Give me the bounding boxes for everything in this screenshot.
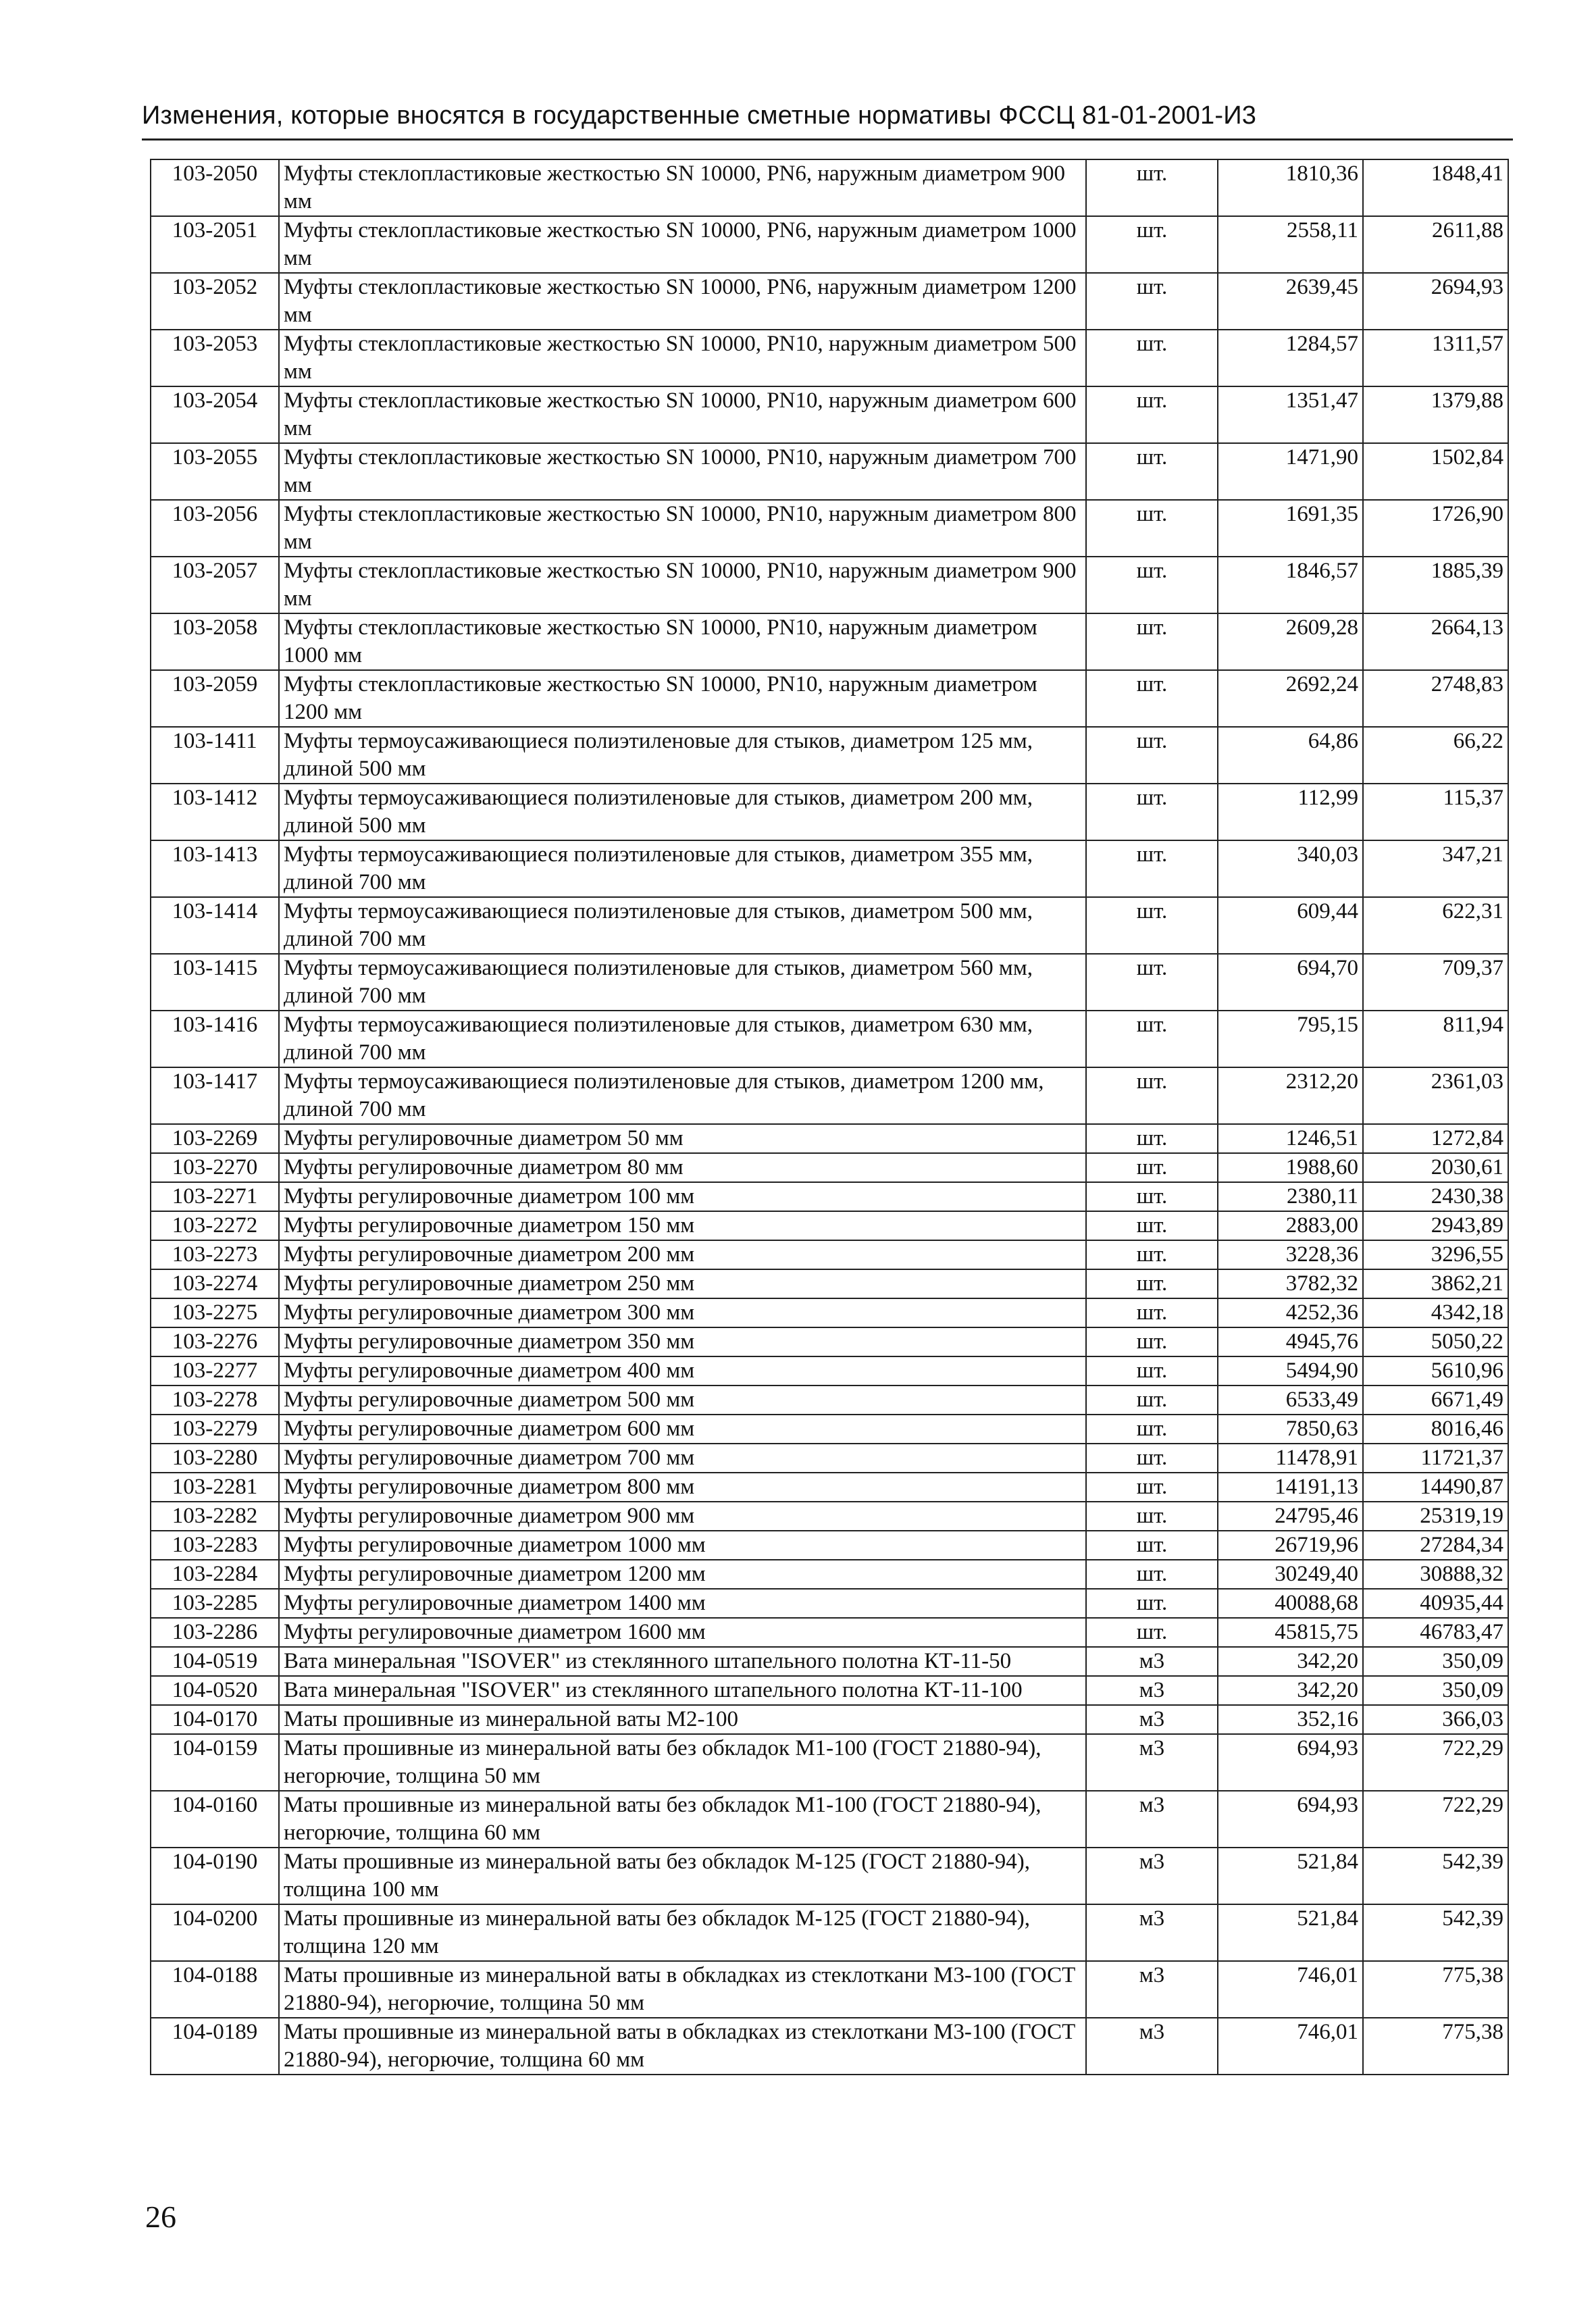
price-1-cell: 11478,91	[1218, 1444, 1363, 1473]
item-code-cell: 103-2275	[151, 1298, 279, 1327]
price-1-cell: 694,70	[1218, 954, 1363, 1011]
price-1-cell: 342,20	[1218, 1647, 1363, 1676]
item-code-cell: 103-1413	[151, 840, 279, 897]
price-2-cell: 1311,57	[1363, 330, 1508, 386]
price-2-cell: 2361,03	[1363, 1067, 1508, 1124]
price-2-cell: 8016,46	[1363, 1415, 1508, 1444]
price-2-cell: 30888,32	[1363, 1560, 1508, 1589]
price-1-cell: 4945,76	[1218, 1327, 1363, 1356]
table-row	[151, 670, 1508, 727]
item-name-cell: Муфты регулировочные диаметром 50 мм	[279, 1124, 1086, 1153]
table-row	[151, 1589, 1508, 1618]
table-row	[151, 273, 1508, 330]
item-name-cell: Муфты регулировочные диаметром 1200 мм	[279, 1560, 1086, 1589]
price-2-cell: 347,21	[1363, 840, 1508, 897]
item-name-cell: Муфты регулировочные диаметром 600 мм	[279, 1415, 1086, 1444]
item-name-cell: Муфты регулировочные диаметром 200 мм	[279, 1240, 1086, 1269]
item-code-cell: 103-2269	[151, 1124, 279, 1153]
table-row	[151, 1473, 1508, 1502]
item-code-cell: 103-2271	[151, 1182, 279, 1211]
item-code-cell: 103-2270	[151, 1153, 279, 1182]
item-name-cell: Вата минеральная "ISOVER" из стеклянного штапельного полотна КТ-11-50	[279, 1647, 1086, 1676]
table-row	[151, 1791, 1508, 1848]
price-2-cell: 40935,44	[1363, 1589, 1508, 1618]
price-1-cell: 609,44	[1218, 897, 1363, 954]
price-2-cell: 709,37	[1363, 954, 1508, 1011]
item-name-cell: Муфты регулировочные диаметром 700 мм	[279, 1444, 1086, 1473]
price-2-cell: 2943,89	[1363, 1211, 1508, 1240]
item-name-cell: Муфты регулировочные диаметром 150 мм	[279, 1211, 1086, 1240]
unit-cell: шт.	[1086, 1531, 1218, 1560]
price-1-cell: 40088,68	[1218, 1589, 1363, 1618]
item-code-cell: 103-2274	[151, 1269, 279, 1298]
price-2-cell: 622,31	[1363, 897, 1508, 954]
table-row	[151, 159, 1508, 216]
item-code-cell: 103-2278	[151, 1386, 279, 1415]
table-row	[151, 1182, 1508, 1211]
item-name-cell: Муфты регулировочные диаметром 1000 мм	[279, 1531, 1086, 1560]
item-code-cell: 103-2286	[151, 1618, 279, 1647]
table-row	[151, 1067, 1508, 1124]
table-row	[151, 1269, 1508, 1298]
unit-cell: шт.	[1086, 670, 1218, 727]
price-1-cell: 14191,13	[1218, 1473, 1363, 1502]
unit-cell: м3	[1086, 1734, 1218, 1791]
unit-cell: шт.	[1086, 1473, 1218, 1502]
unit-cell: шт.	[1086, 1356, 1218, 1386]
table-row	[151, 1211, 1508, 1240]
table-row	[151, 500, 1508, 557]
table-row	[151, 1676, 1508, 1705]
price-1-cell: 2692,24	[1218, 670, 1363, 727]
item-code-cell: 103-1411	[151, 727, 279, 784]
unit-cell: шт.	[1086, 954, 1218, 1011]
unit-cell: шт.	[1086, 1589, 1218, 1618]
unit-cell: шт.	[1086, 443, 1218, 500]
unit-cell: шт.	[1086, 557, 1218, 613]
unit-cell: шт.	[1086, 1444, 1218, 1473]
table-row	[151, 954, 1508, 1011]
item-code-cell: 103-2055	[151, 443, 279, 500]
item-code-cell: 103-1417	[151, 1067, 279, 1124]
price-2-cell: 1885,39	[1363, 557, 1508, 613]
price-2-cell: 3296,55	[1363, 1240, 1508, 1269]
price-1-cell: 795,15	[1218, 1011, 1363, 1067]
unit-cell: шт.	[1086, 159, 1218, 216]
unit-cell: м3	[1086, 1647, 1218, 1676]
price-2-cell: 1726,90	[1363, 500, 1508, 557]
item-name-cell: Муфты стеклопластиковые жесткостью SN 10000, PN10, наружным диаметром 900 мм	[279, 557, 1086, 613]
price-1-cell: 4252,36	[1218, 1298, 1363, 1327]
table-row	[151, 1647, 1508, 1676]
page-number: 26	[145, 2200, 176, 2234]
item-code-cell: 103-2057	[151, 557, 279, 613]
price-2-cell: 366,03	[1363, 1705, 1508, 1734]
price-2-cell: 1272,84	[1363, 1124, 1508, 1153]
table-row	[151, 784, 1508, 840]
table-row	[151, 613, 1508, 670]
price-1-cell: 1351,47	[1218, 386, 1363, 443]
item-code-cell: 104-0189	[151, 2018, 279, 2075]
table-row	[151, 897, 1508, 954]
unit-cell: шт.	[1086, 1298, 1218, 1327]
item-code-cell: 103-2281	[151, 1473, 279, 1502]
item-name-cell: Муфты термоусаживающиеся полиэтиленовые для стыков, диаметром 125 мм, длиной 500 мм	[279, 727, 1086, 784]
item-code-cell: 103-2282	[151, 1502, 279, 1531]
item-code-cell: 104-0520	[151, 1676, 279, 1705]
price-1-cell: 521,84	[1218, 1848, 1363, 1904]
item-code-cell: 103-2285	[151, 1589, 279, 1618]
unit-cell: шт.	[1086, 727, 1218, 784]
item-name-cell: Маты прошивные из минеральной ваты в обкладках из стеклоткани М3-100 (ГОСТ 21880-94), негорючие, толщина 60 мм	[279, 2018, 1086, 2075]
unit-cell: шт.	[1086, 1240, 1218, 1269]
unit-cell: шт.	[1086, 1153, 1218, 1182]
item-name-cell: Муфты стеклопластиковые жесткостью SN 10000, PN10, наружным диаметром 800 мм	[279, 500, 1086, 557]
item-name-cell: Муфты стеклопластиковые жесткостью SN 10000, PN10, наружным диаметром 1200 мм	[279, 670, 1086, 727]
item-code-cell: 103-2276	[151, 1327, 279, 1356]
unit-cell: шт.	[1086, 613, 1218, 670]
item-code-cell: 104-0190	[151, 1848, 279, 1904]
item-code-cell: 103-1414	[151, 897, 279, 954]
price-2-cell: 14490,87	[1363, 1473, 1508, 1502]
price-1-cell: 5494,90	[1218, 1356, 1363, 1386]
price-2-cell: 1502,84	[1363, 443, 1508, 500]
price-2-cell: 350,09	[1363, 1676, 1508, 1705]
price-1-cell: 30249,40	[1218, 1560, 1363, 1589]
item-name-cell: Муфты регулировочные диаметром 1400 мм	[279, 1589, 1086, 1618]
price-1-cell: 1988,60	[1218, 1153, 1363, 1182]
item-name-cell: Муфты термоусаживающиеся полиэтиленовые для стыков, диаметром 500 мм, длиной 700 мм	[279, 897, 1086, 954]
item-name-cell: Муфты стеклопластиковые жесткостью SN 10000, PN10, наружным диаметром 500 мм	[279, 330, 1086, 386]
item-name-cell: Муфты термоусаживающиеся полиэтиленовые для стыков, диаметром 1200 мм, длиной 700 мм	[279, 1067, 1086, 1124]
unit-cell: шт.	[1086, 1618, 1218, 1647]
price-1-cell: 352,16	[1218, 1705, 1363, 1734]
item-code-cell: 103-1415	[151, 954, 279, 1011]
item-name-cell: Маты прошивные из минеральной ваты без обкладок М1-100 (ГОСТ 21880-94), негорючие, толщина 50 мм	[279, 1734, 1086, 1791]
price-1-cell: 3782,32	[1218, 1269, 1363, 1298]
item-name-cell: Муфты термоусаживающиеся полиэтиленовые для стыков, диаметром 355 мм, длиной 700 мм	[279, 840, 1086, 897]
price-1-cell: 694,93	[1218, 1734, 1363, 1791]
unit-cell: шт.	[1086, 1124, 1218, 1153]
price-1-cell: 7850,63	[1218, 1415, 1363, 1444]
price-2-cell: 5050,22	[1363, 1327, 1508, 1356]
price-2-cell: 115,37	[1363, 784, 1508, 840]
item-name-cell: Маты прошивные из минеральной ваты без обкладок М1-100 (ГОСТ 21880-94), негорючие, толщина 60 мм	[279, 1791, 1086, 1848]
price-2-cell: 5610,96	[1363, 1356, 1508, 1386]
unit-cell: шт.	[1086, 1269, 1218, 1298]
table-row	[151, 1734, 1508, 1791]
unit-cell: шт.	[1086, 216, 1218, 273]
unit-cell: м3	[1086, 1705, 1218, 1734]
item-code-cell: 104-0200	[151, 1904, 279, 1961]
price-1-cell: 2639,45	[1218, 273, 1363, 330]
unit-cell: шт.	[1086, 1211, 1218, 1240]
table-row	[151, 1011, 1508, 1067]
unit-cell: шт.	[1086, 1011, 1218, 1067]
item-name-cell: Муфты регулировочные диаметром 400 мм	[279, 1356, 1086, 1386]
item-code-cell: 103-2279	[151, 1415, 279, 1444]
price-2-cell: 2664,13	[1363, 613, 1508, 670]
item-code-cell: 103-2280	[151, 1444, 279, 1473]
item-name-cell: Муфты регулировочные диаметром 350 мм	[279, 1327, 1086, 1356]
price-2-cell: 2694,93	[1363, 273, 1508, 330]
price-1-cell: 2883,00	[1218, 1211, 1363, 1240]
unit-cell: шт.	[1086, 500, 1218, 557]
item-name-cell: Муфты термоусаживающиеся полиэтиленовые для стыков, диаметром 630 мм, длиной 700 мм	[279, 1011, 1086, 1067]
unit-cell: шт.	[1086, 1502, 1218, 1531]
item-code-cell: 104-0519	[151, 1647, 279, 1676]
unit-cell: м3	[1086, 1791, 1218, 1848]
price-1-cell: 342,20	[1218, 1676, 1363, 1705]
item-code-cell: 103-2059	[151, 670, 279, 727]
table-row	[151, 840, 1508, 897]
price-2-cell: 811,94	[1363, 1011, 1508, 1067]
item-code-cell: 104-0159	[151, 1734, 279, 1791]
table-row	[151, 1848, 1508, 1904]
price-1-cell: 1246,51	[1218, 1124, 1363, 1153]
item-code-cell: 103-2058	[151, 613, 279, 670]
table-row	[151, 330, 1508, 386]
price-1-cell: 45815,75	[1218, 1618, 1363, 1647]
price-2-cell: 542,39	[1363, 1904, 1508, 1961]
table-row	[151, 1298, 1508, 1327]
price-1-cell: 112,99	[1218, 784, 1363, 840]
price-table-body	[151, 159, 1508, 2075]
price-1-cell: 2558,11	[1218, 216, 1363, 273]
price-2-cell: 1379,88	[1363, 386, 1508, 443]
price-1-cell: 6533,49	[1218, 1386, 1363, 1415]
item-code-cell: 103-2051	[151, 216, 279, 273]
item-code-cell: 103-2284	[151, 1560, 279, 1589]
item-code-cell: 103-2052	[151, 273, 279, 330]
unit-cell: шт.	[1086, 1386, 1218, 1415]
unit-cell: шт.	[1086, 1182, 1218, 1211]
table-row	[151, 727, 1508, 784]
price-1-cell: 2609,28	[1218, 613, 1363, 670]
item-name-cell: Муфты регулировочные диаметром 300 мм	[279, 1298, 1086, 1327]
price-2-cell: 2430,38	[1363, 1182, 1508, 1211]
item-name-cell: Муфты регулировочные диаметром 250 мм	[279, 1269, 1086, 1298]
item-code-cell: 103-2054	[151, 386, 279, 443]
item-name-cell: Муфты стеклопластиковые жесткостью SN 10000, PN6, наружным диаметром 900 мм	[279, 159, 1086, 216]
price-1-cell: 26719,96	[1218, 1531, 1363, 1560]
item-code-cell: 103-2056	[151, 500, 279, 557]
unit-cell: шт.	[1086, 1560, 1218, 1589]
table-row	[151, 1240, 1508, 1269]
item-code-cell: 103-2272	[151, 1211, 279, 1240]
header-divider	[142, 138, 1513, 141]
item-code-cell: 103-2283	[151, 1531, 279, 1560]
price-1-cell: 1846,57	[1218, 557, 1363, 613]
price-1-cell: 24795,46	[1218, 1502, 1363, 1531]
price-2-cell: 3862,21	[1363, 1269, 1508, 1298]
price-1-cell: 64,86	[1218, 727, 1363, 784]
price-table	[150, 159, 1509, 2075]
table-row	[151, 1356, 1508, 1386]
price-2-cell: 46783,47	[1363, 1618, 1508, 1647]
price-2-cell: 2030,61	[1363, 1153, 1508, 1182]
item-name-cell: Вата минеральная "ISOVER" из стеклянного штапельного полотна КТ-11-100	[279, 1676, 1086, 1705]
unit-cell: шт.	[1086, 897, 1218, 954]
price-1-cell: 694,93	[1218, 1791, 1363, 1848]
item-name-cell: Муфты регулировочные диаметром 100 мм	[279, 1182, 1086, 1211]
price-2-cell: 542,39	[1363, 1848, 1508, 1904]
item-name-cell: Муфты стеклопластиковые жесткостью SN 10000, PN10, наружным диаметром 1000 мм	[279, 613, 1086, 670]
table-row	[151, 1444, 1508, 1473]
table-row	[151, 557, 1508, 613]
table-row	[151, 1502, 1508, 1531]
item-code-cell: 104-0188	[151, 1961, 279, 2018]
price-2-cell: 25319,19	[1363, 1502, 1508, 1531]
unit-cell: м3	[1086, 1676, 1218, 1705]
table-row	[151, 1618, 1508, 1647]
price-1-cell: 3228,36	[1218, 1240, 1363, 1269]
item-name-cell: Маты прошивные из минеральной ваты без обкладок М-125 (ГОСТ 21880-94), толщина 100 мм	[279, 1848, 1086, 1904]
price-2-cell: 722,29	[1363, 1734, 1508, 1791]
unit-cell: м3	[1086, 1961, 1218, 2018]
table-row	[151, 1560, 1508, 1589]
item-name-cell: Муфты стеклопластиковые жесткостью SN 10000, PN6, наружным диаметром 1200 мм	[279, 273, 1086, 330]
unit-cell: шт.	[1086, 273, 1218, 330]
item-name-cell: Маты прошивные из минеральной ваты в обкладках из стеклоткани М3-100 (ГОСТ 21880-94), негорючие, толщина 50 мм	[279, 1961, 1086, 2018]
price-2-cell: 350,09	[1363, 1647, 1508, 1676]
item-name-cell: Муфты термоусаживающиеся полиэтиленовые для стыков, диаметром 560 мм, длиной 700 мм	[279, 954, 1086, 1011]
table-row	[151, 1124, 1508, 1153]
unit-cell: шт.	[1086, 1067, 1218, 1124]
item-code-cell: 103-2050	[151, 159, 279, 216]
item-code-cell: 104-0170	[151, 1705, 279, 1734]
table-row	[151, 216, 1508, 273]
price-1-cell: 1691,35	[1218, 500, 1363, 557]
unit-cell: шт.	[1086, 330, 1218, 386]
item-name-cell: Муфты стеклопластиковые жесткостью SN 10000, PN6, наружным диаметром 1000 мм	[279, 216, 1086, 273]
table-row	[151, 1904, 1508, 1961]
price-1-cell: 1471,90	[1218, 443, 1363, 500]
price-1-cell: 1810,36	[1218, 159, 1363, 216]
item-name-cell: Муфты регулировочные диаметром 500 мм	[279, 1386, 1086, 1415]
item-code-cell: 103-1412	[151, 784, 279, 840]
price-1-cell: 1284,57	[1218, 330, 1363, 386]
table-row	[151, 1415, 1508, 1444]
item-name-cell: Муфты термоусаживающиеся полиэтиленовые для стыков, диаметром 200 мм, длиной 500 мм	[279, 784, 1086, 840]
table-row	[151, 1327, 1508, 1356]
price-2-cell: 775,38	[1363, 2018, 1508, 2075]
price-1-cell: 746,01	[1218, 2018, 1363, 2075]
unit-cell: шт.	[1086, 386, 1218, 443]
price-1-cell: 746,01	[1218, 1961, 1363, 2018]
price-2-cell: 1848,41	[1363, 159, 1508, 216]
price-2-cell: 66,22	[1363, 727, 1508, 784]
table-row	[151, 1386, 1508, 1415]
price-1-cell: 521,84	[1218, 1904, 1363, 1961]
item-code-cell: 103-2273	[151, 1240, 279, 1269]
item-name-cell: Муфты регулировочные диаметром 80 мм	[279, 1153, 1086, 1182]
table-row	[151, 1961, 1508, 2018]
item-name-cell: Муфты стеклопластиковые жесткостью SN 10000, PN10, наружным диаметром 700 мм	[279, 443, 1086, 500]
price-1-cell: 2380,11	[1218, 1182, 1363, 1211]
price-2-cell: 2748,83	[1363, 670, 1508, 727]
item-code-cell: 104-0160	[151, 1791, 279, 1848]
page-header-title: Изменения, которые вносятся в государственные сметные нормативы ФССЦ 81-01-2001-И3	[142, 101, 1257, 130]
item-code-cell: 103-2053	[151, 330, 279, 386]
table-row	[151, 1531, 1508, 1560]
unit-cell: м3	[1086, 1904, 1218, 1961]
item-name-cell: Муфты регулировочные диаметром 1600 мм	[279, 1618, 1086, 1647]
table-row	[151, 1705, 1508, 1734]
item-name-cell: Маты прошивные из минеральной ваты М2-100	[279, 1705, 1086, 1734]
item-code-cell: 103-1416	[151, 1011, 279, 1067]
item-name-cell: Муфты стеклопластиковые жесткостью SN 10000, PN10, наружным диаметром 600 мм	[279, 386, 1086, 443]
table-row	[151, 386, 1508, 443]
price-2-cell: 11721,37	[1363, 1444, 1508, 1473]
table-row	[151, 1153, 1508, 1182]
price-2-cell: 27284,34	[1363, 1531, 1508, 1560]
item-code-cell: 103-2277	[151, 1356, 279, 1386]
item-name-cell: Муфты регулировочные диаметром 800 мм	[279, 1473, 1086, 1502]
unit-cell: шт.	[1086, 1415, 1218, 1444]
price-2-cell: 775,38	[1363, 1961, 1508, 2018]
table-row	[151, 2018, 1508, 2075]
item-name-cell: Муфты регулировочные диаметром 900 мм	[279, 1502, 1086, 1531]
price-2-cell: 722,29	[1363, 1791, 1508, 1848]
unit-cell: м3	[1086, 2018, 1218, 2075]
price-1-cell: 2312,20	[1218, 1067, 1363, 1124]
price-2-cell: 6671,49	[1363, 1386, 1508, 1415]
item-name-cell: Маты прошивные из минеральной ваты без обкладок М-125 (ГОСТ 21880-94), толщина 120 мм	[279, 1904, 1086, 1961]
price-1-cell: 340,03	[1218, 840, 1363, 897]
unit-cell: шт.	[1086, 1327, 1218, 1356]
price-2-cell: 2611,88	[1363, 216, 1508, 273]
unit-cell: м3	[1086, 1848, 1218, 1904]
table-row	[151, 443, 1508, 500]
price-2-cell: 4342,18	[1363, 1298, 1508, 1327]
unit-cell: шт.	[1086, 784, 1218, 840]
unit-cell: шт.	[1086, 840, 1218, 897]
